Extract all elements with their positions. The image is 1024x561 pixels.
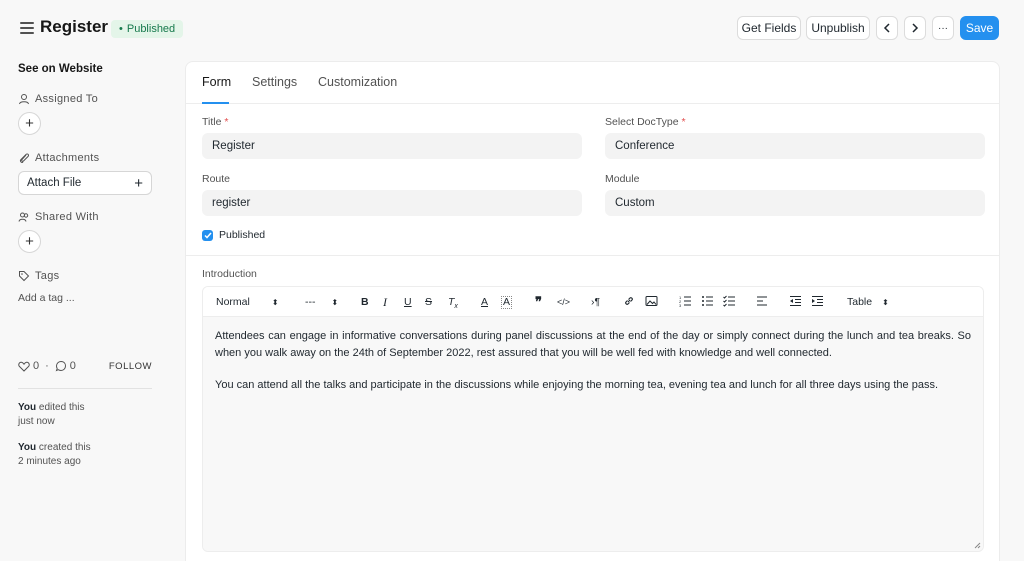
comments-count: 0 — [69, 360, 76, 372]
ordered-list-icon[interactable] — [679, 295, 692, 311]
share-button[interactable] — [18, 230, 41, 253]
published-label: Published — [219, 229, 266, 241]
paperclip-icon — [18, 152, 30, 164]
form-tabs — [186, 62, 999, 104]
route-input[interactable]: register — [202, 190, 582, 216]
strikethrough-icon[interactable]: S — [425, 296, 433, 308]
text-color-icon[interactable]: A — [481, 296, 489, 308]
active-tab-indicator — [202, 102, 229, 104]
underline-icon[interactable]: U — [404, 296, 412, 308]
add-tag-link[interactable]: Add a tag ... — [18, 292, 75, 304]
format-select-value: Normal — [216, 296, 250, 308]
activity-action: created this — [36, 442, 91, 453]
shared-with-label — [18, 211, 99, 223]
introduction-editor — [202, 286, 984, 552]
follow-button[interactable]: FOLLOW — [108, 360, 152, 372]
tag-icon — [18, 270, 30, 282]
add-assignee-button[interactable] — [18, 112, 41, 135]
activity-action: edited this — [36, 402, 85, 413]
plus-icon: + — [25, 233, 34, 250]
text-direction-icon[interactable]: ›¶ — [591, 296, 601, 308]
likes-count: 0 — [33, 360, 40, 372]
module-input[interactable]: Custom — [605, 190, 985, 216]
clear-format-icon[interactable]: $T_x$ — [448, 296, 458, 311]
activity-time: 2 minutes ago — [18, 456, 81, 467]
link-icon[interactable] — [623, 295, 635, 311]
next-button[interactable] — [904, 16, 926, 40]
plus-icon: + — [134, 174, 143, 192]
shared-with-text: Shared With — [35, 211, 99, 223]
doctype-input[interactable]: Conference — [605, 133, 985, 159]
editor-toolbar — [203, 287, 983, 317]
more-actions-button[interactable]: ··· — [932, 16, 954, 40]
get-fields-button[interactable]: Get Fields — [737, 16, 801, 40]
menu-icon[interactable] — [20, 22, 34, 34]
editor-paragraph: Attendees can engage in informative conversations during panel discussions at the end of the day or simply connect during the lunch and tea breaks. So when you walk away on the 24th of September 2022, rest assured that you will be well fed with knowledge and well connected. — [215, 330, 971, 359]
assigned-to-label — [18, 93, 98, 105]
previous-button[interactable] — [876, 16, 898, 40]
activity-user[interactable]: You — [18, 442, 37, 453]
title-input[interactable]: Register — [202, 133, 582, 159]
tags-label — [18, 270, 59, 282]
form-card — [185, 61, 1000, 561]
bold-icon[interactable]: B — [361, 296, 369, 308]
page-title: Register — [40, 17, 109, 36]
tags-text: Tags — [35, 270, 60, 282]
title-label — [202, 116, 228, 128]
bullet-list-icon[interactable] — [701, 295, 714, 311]
required-marker: * — [224, 116, 229, 128]
attachments-label — [18, 152, 99, 164]
code-block-icon[interactable]: </> — [557, 297, 571, 307]
svg-text:2: 2 — [679, 299, 682, 304]
select-arrows-icon: ⬍ — [331, 298, 339, 307]
background-color-icon[interactable]: A — [503, 296, 511, 308]
unpublish-button[interactable]: Unpublish — [806, 16, 870, 40]
editor-paragraph: You can attend all the talks and participate in the discussions while enjoying the morning tea, evening tea and lunch for all three days using the pass. — [215, 379, 938, 391]
published-checkbox[interactable] — [202, 230, 213, 241]
activity-user[interactable]: You — [18, 402, 37, 413]
image-icon[interactable] — [645, 295, 658, 311]
save-button[interactable]: Save — [960, 16, 999, 40]
italic-icon[interactable]: I — [383, 295, 387, 309]
size-select[interactable] — [305, 295, 338, 310]
checklist-icon[interactable] — [723, 295, 736, 311]
chevron-right-icon — [911, 23, 919, 33]
page-header — [0, 0, 1024, 58]
size-select-value: --- — [305, 296, 316, 308]
tab-settings[interactable]: Settings — [252, 75, 298, 89]
heart-icon[interactable] — [18, 361, 30, 372]
activity-item — [18, 441, 91, 469]
tab-form[interactable]: Form — [202, 75, 232, 89]
introduction-label: Introduction — [202, 268, 257, 280]
table-select[interactable] — [847, 295, 889, 310]
activity-time: just now — [18, 416, 55, 427]
attach-file-label: Attach File — [27, 177, 82, 189]
svg-text:3: 3 — [679, 303, 682, 307]
outdent-icon[interactable] — [789, 295, 802, 311]
tab-customization[interactable]: Customization — [318, 75, 398, 89]
attach-file-button[interactable] — [18, 171, 152, 195]
comment-icon[interactable] — [55, 360, 67, 372]
chevron-left-icon — [883, 23, 891, 33]
separator-dot: · — [45, 360, 49, 372]
checkmark-icon — [204, 232, 212, 239]
attachments-text: Attachments — [35, 152, 100, 164]
align-left-icon[interactable] — [756, 295, 768, 311]
title-label-text: Title — [202, 116, 222, 128]
select-arrows-icon: ⬍ — [882, 298, 889, 307]
select-arrows-icon: ⬍ — [271, 298, 279, 307]
see-on-website-link[interactable]: See on Website — [18, 63, 103, 75]
format-select[interactable] — [216, 295, 279, 310]
indent-icon[interactable] — [811, 295, 824, 311]
plus-icon: + — [25, 115, 34, 132]
assigned-to-text: Assigned To — [35, 93, 99, 105]
doctype-label — [605, 116, 686, 128]
required-marker: * — [681, 116, 686, 128]
activity-item — [18, 401, 85, 429]
status-badge: • Published — [111, 20, 183, 38]
sidebar-divider — [18, 388, 152, 389]
likes-comments-row — [18, 360, 152, 372]
svg-text:1: 1 — [679, 295, 682, 300]
resize-handle-icon[interactable] — [973, 541, 981, 549]
table-select-value: Table — [847, 296, 873, 308]
user-icon — [18, 93, 30, 105]
blockquote-icon[interactable]: ❞ — [535, 294, 542, 309]
route-label: Route — [202, 173, 231, 185]
module-label: Module — [605, 173, 640, 185]
doctype-label-text: Select DocType — [605, 116, 679, 128]
users-icon — [18, 211, 30, 223]
section-divider — [186, 255, 999, 256]
editor-content[interactable] — [203, 317, 983, 552]
